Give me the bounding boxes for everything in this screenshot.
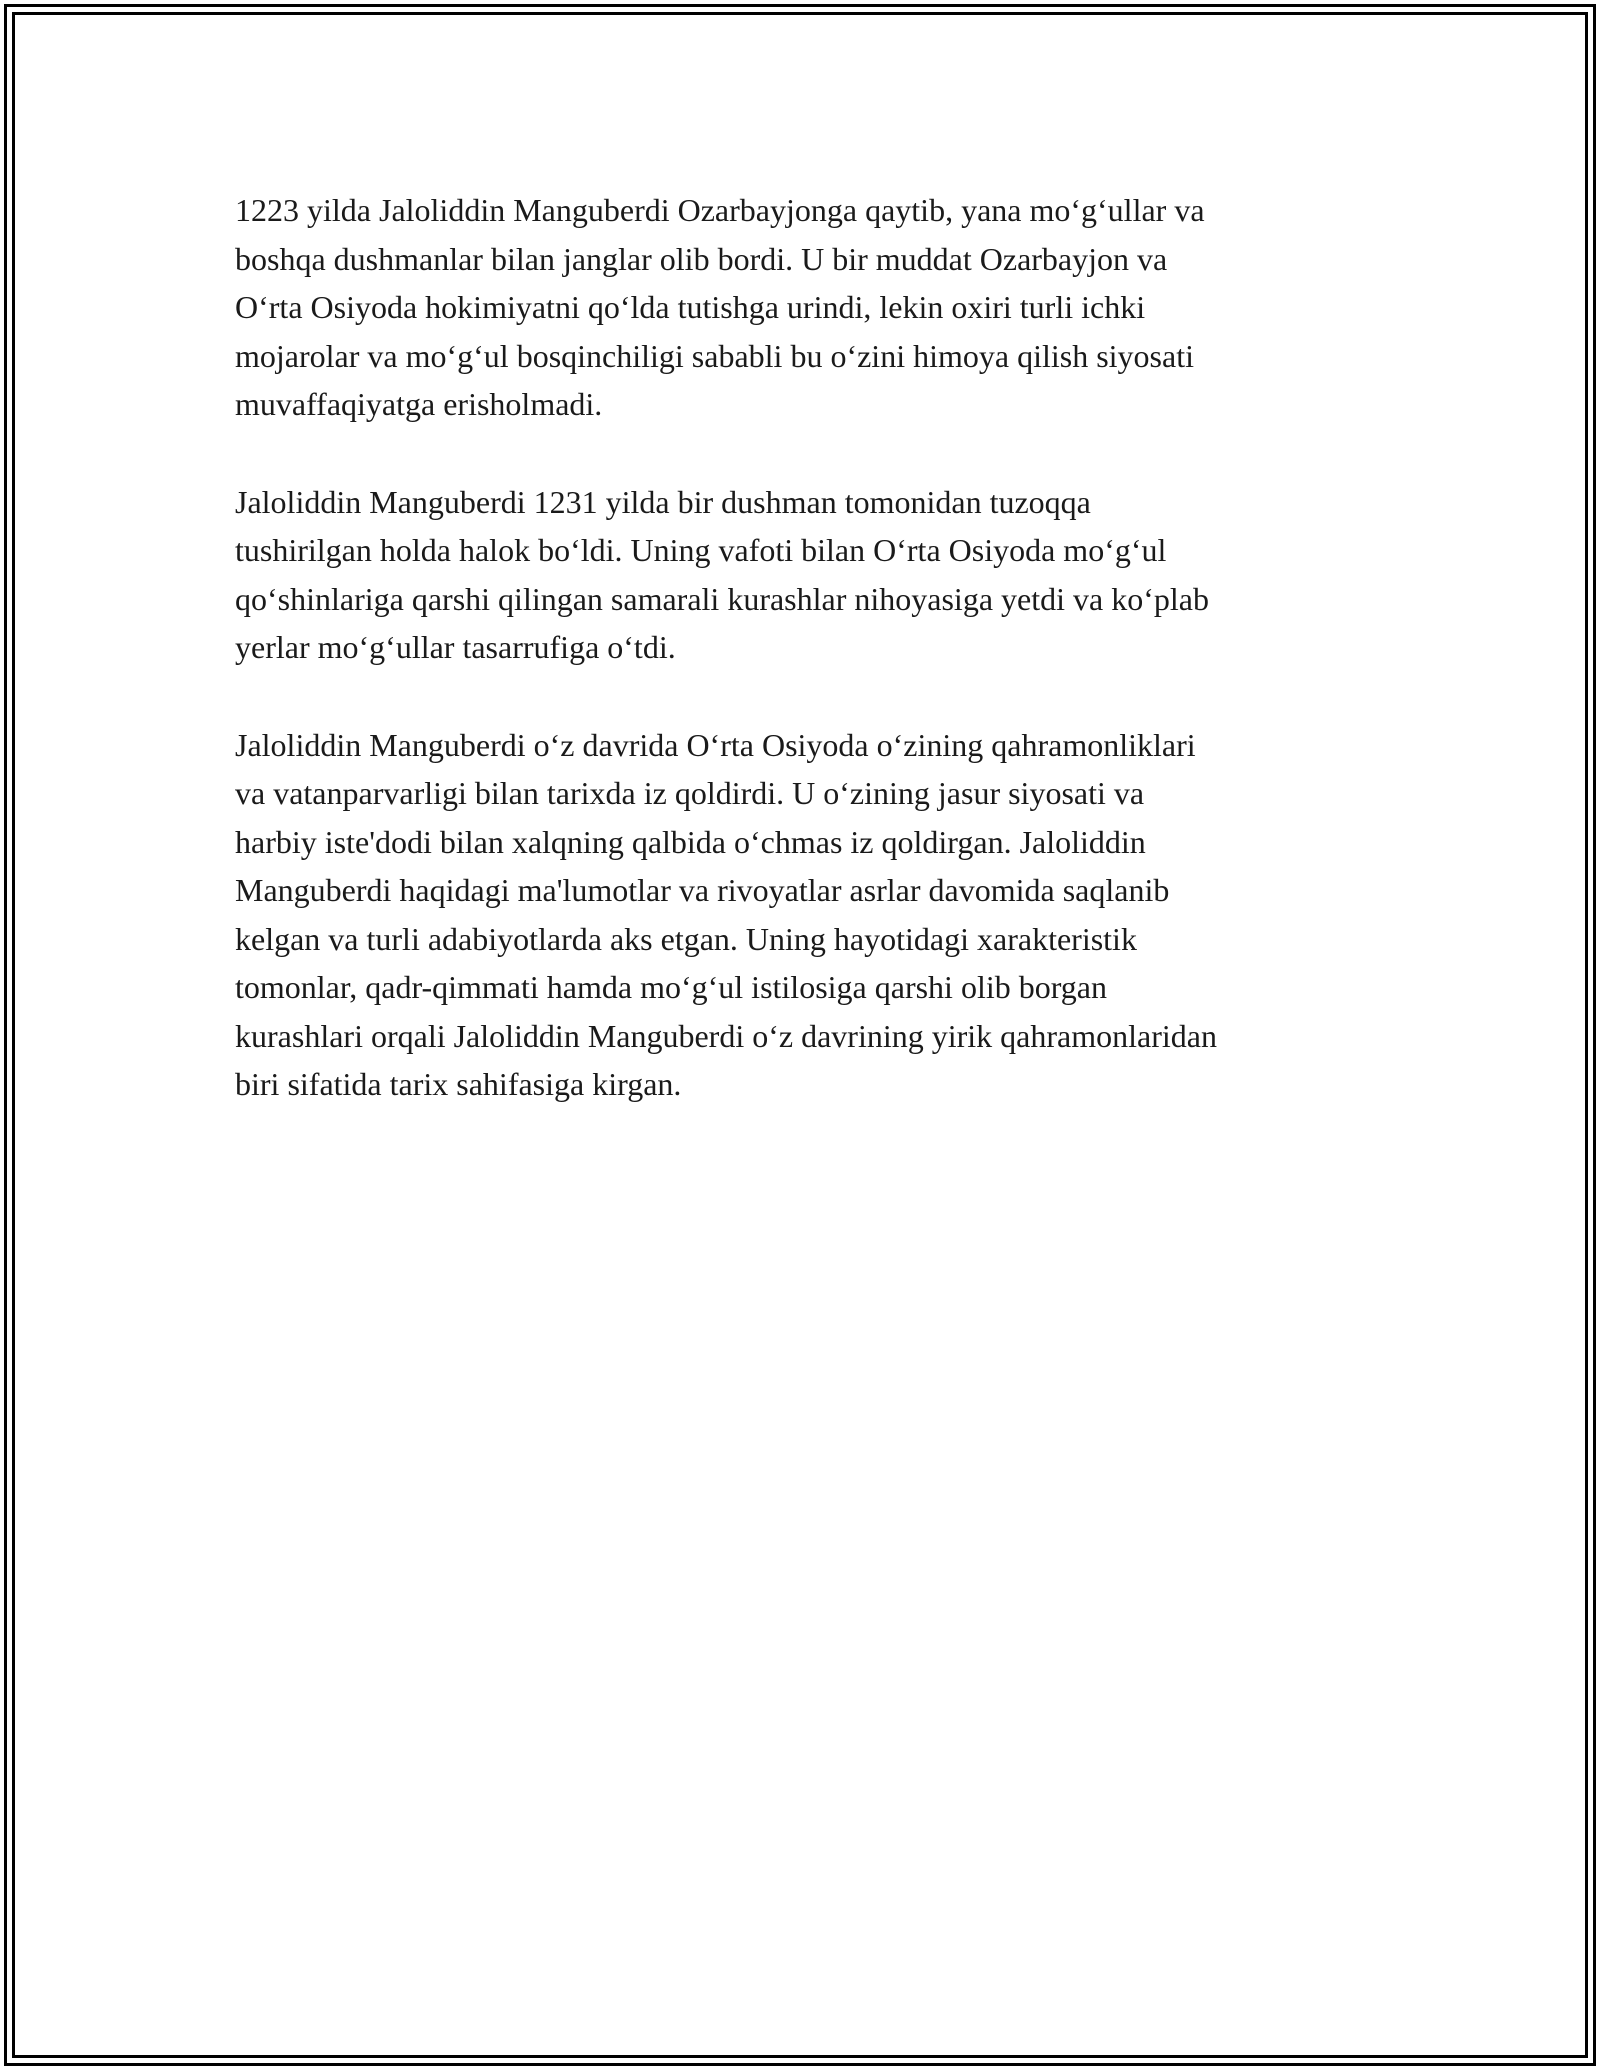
- paragraph-2: Jaloliddin Manguberdi 1231 yilda bir dushman tomonidan tuzoqqa tushirilgan holda halok bo‘ldi. Uning vafoti bilan O‘rta Osiyoda mo‘g‘ul qo‘shinlariga qarshi qilingan samarali kurashlar nihoyasiga yetdi va ko‘plab yerlar mo‘g‘ullar tasarrufiga o‘tdi.: [235, 483, 1209, 665]
- paragraph-1: 1223 yilda Jaloliddin Manguberdi Ozarbayjonga qaytib, yana mo‘g‘ullar va boshqa dushmanlar bilan janglar olib bordi. U bir muddat Ozarbayjon va O‘rta Osiyoda hokimiyatni qo‘lda tutishga urindi, lekin oxiri turli ichki mojarolar va mo‘g‘ul bosqinchiligi sababli bu o‘zini himoya qilish siyosati muvaffaqiyatga erisholmadi.: [235, 192, 1205, 422]
- paragraph-3: Jaloliddin Manguberdi o‘z davrida O‘rta Osiyoda o‘zining qahramonliklari va vatanparvarligi bilan tarixda iz qoldirdi. U o‘zining jasur siyosati va harbiy iste'dodi bilan xalqning qalbida o‘chmas iz qoldirgan. Jaloliddin Manguberdi haqidagi ma'lumotlar va rivoyatlar asrlar davomida saqlanib kelgan va turli adabiyotlarda aks etgan. Uning hayotidagi xarakteristik tomonlar, qadr-qimmati hamda mo‘g‘ul istilosiga qarshi olib borgan kurashlari orqali Jaloliddin Manguberdi o‘z davrining yirik qahramonlaridan biri sifatida tarix sahifasiga kirgan.: [235, 726, 1217, 1102]
- document-body: [235, 186, 1375, 1158]
